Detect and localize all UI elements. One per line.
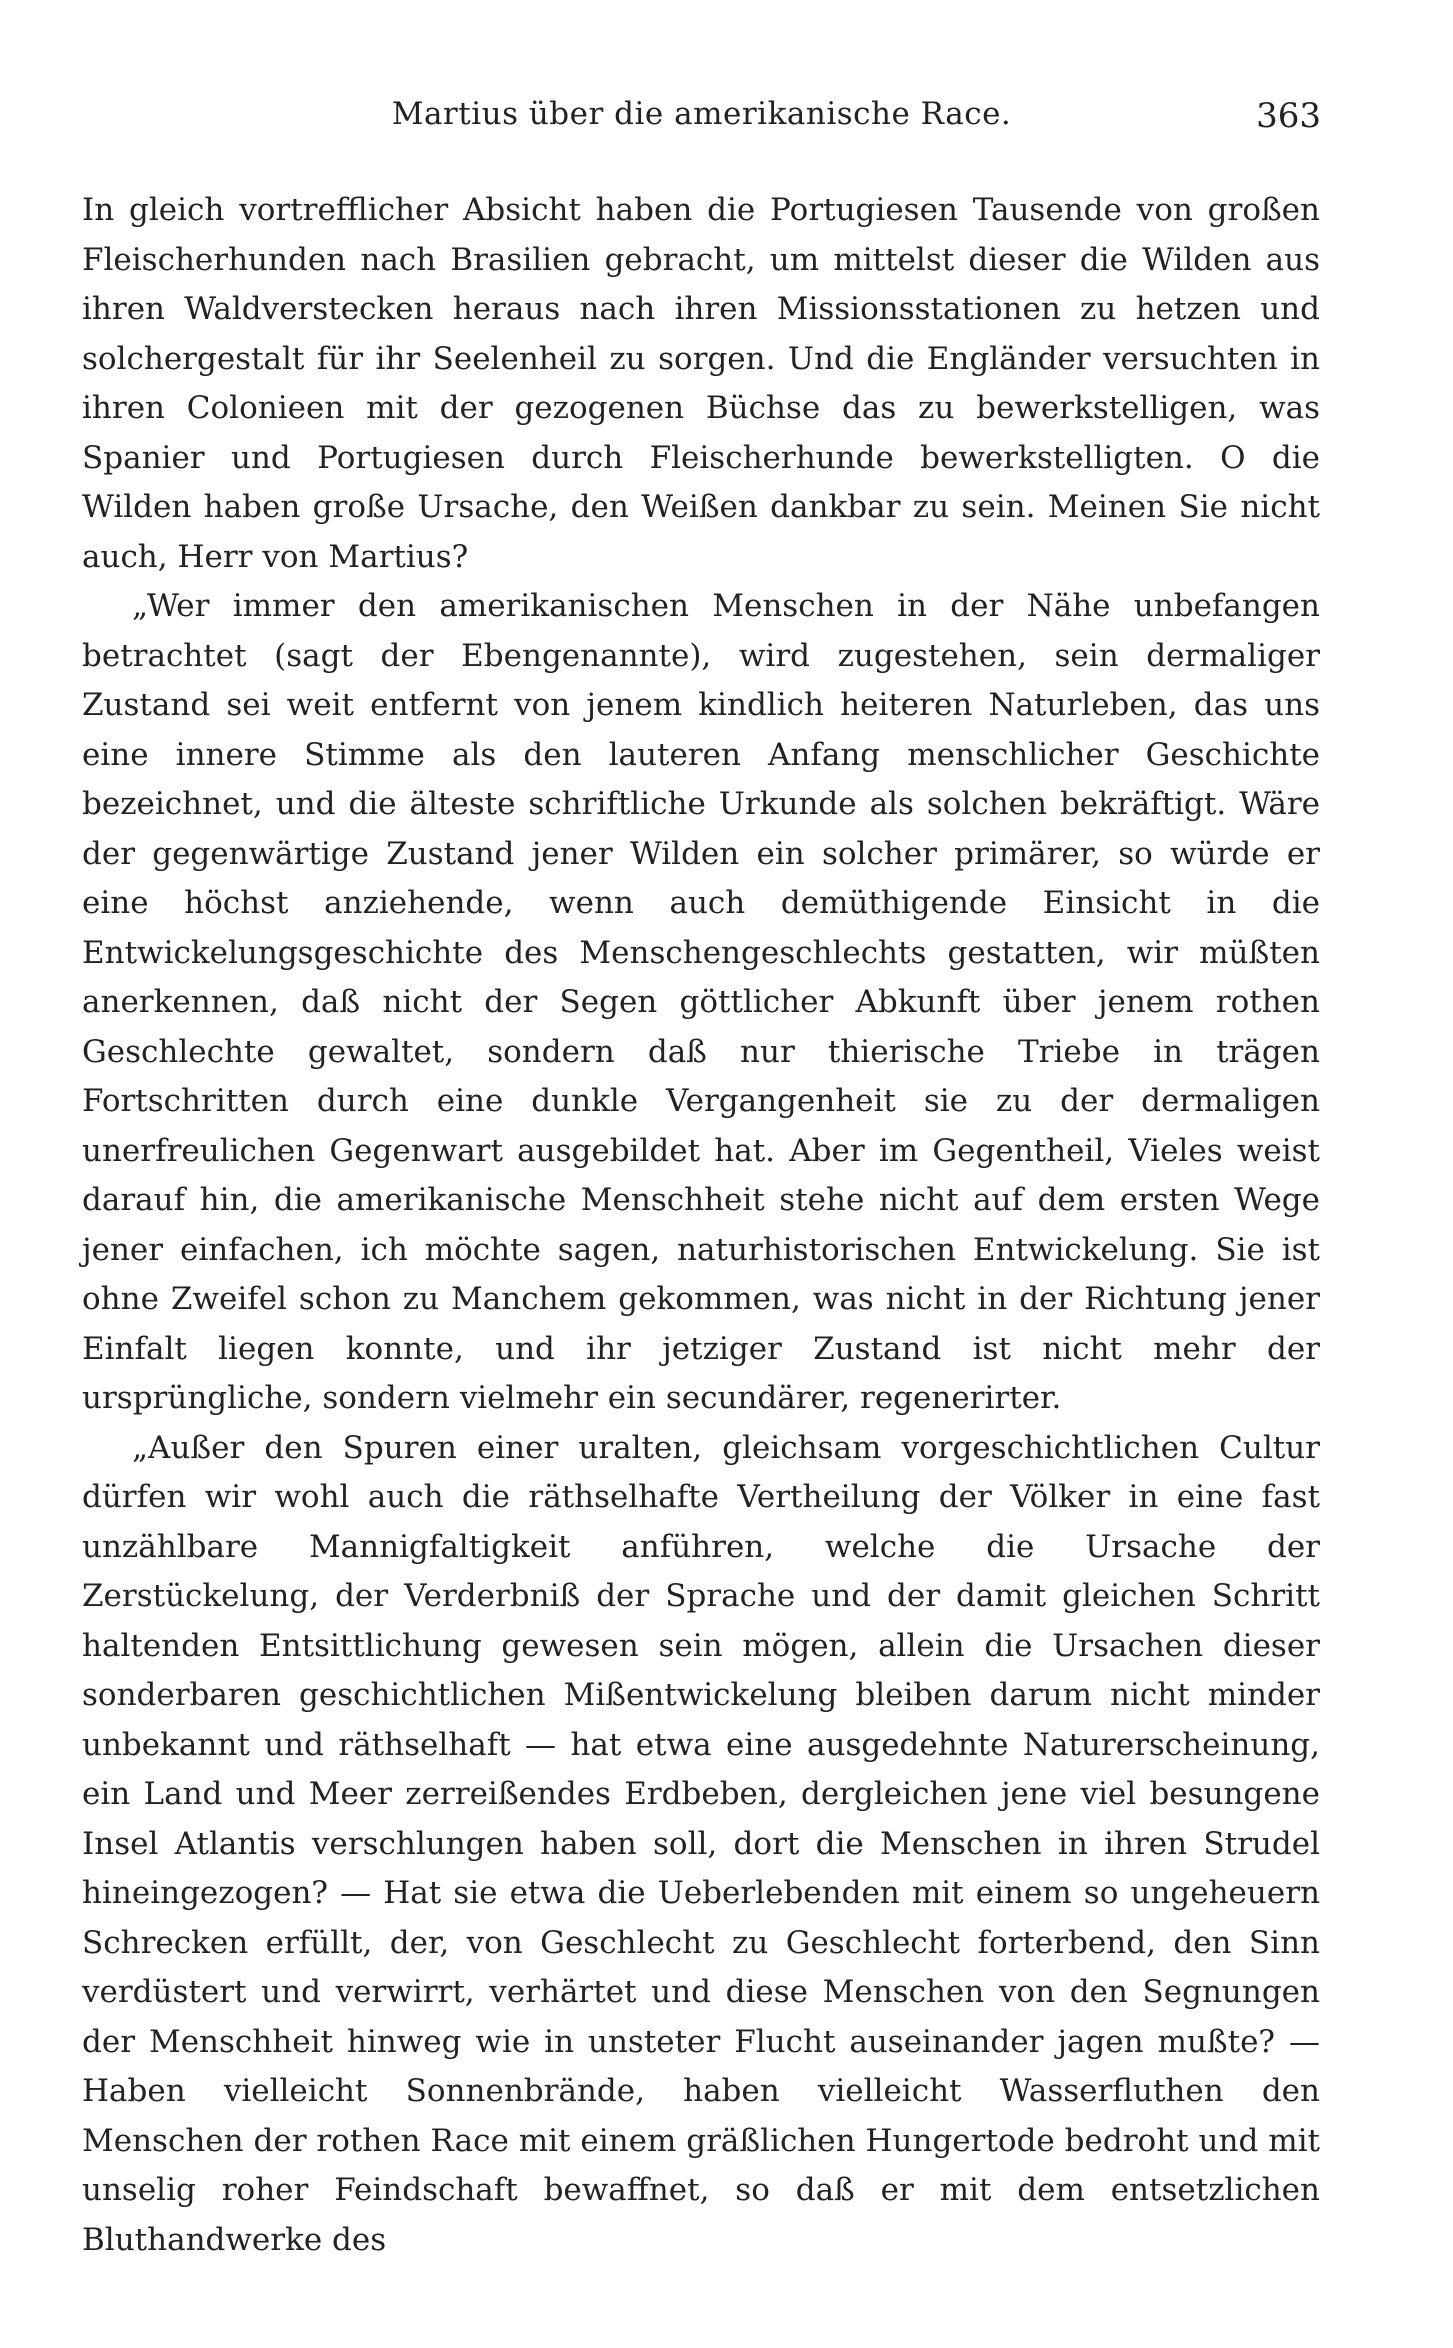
paragraph-continuation: In gleich vortrefflicher Absicht haben die Portugiesen Tausende von großen Fleischerhunden nach Brasilien gebracht, um mittelst dieser die Wilden aus ihren Waldverstecken heraus nach ihren Missionsstationen zu hetzen und solchergestalt für ihr Seelenheil zu sorgen. Und die Engländer versuchten in ihren Colonieen mit der gezogenen Büchse das zu bewerkstelligen, was Spanier und Portugiesen durch Fleischerhunde bewerkstelligten. O die Wilden haben große Ursache, den Weißen dankbar zu sein. Meinen Sie nicht auch, Herr von Martius?: [82, 192, 1320, 575]
paragraph-quote-2: „Außer den Spuren einer uralten, gleichsam vorgeschichtlichen Cultur dürfen wir wohl auch die räthselhafte Vertheilung der Völker in eine fast unzählbare Mannigfaltigkeit anführen, welche die Ursache der Zerstückelung, der Verderbniß der Sprache und der damit gleichen Schritt haltenden Entsittlichung gewesen sein mögen, allein die Ursachen dieser sonderbaren geschichtlichen Mißentwickelung bleiben darum nicht minder unbekannt und räthselhaft — hat etwa eine ausgedehnte Naturerscheinung, ein Land und Meer zerreißendes Erdbeben, dergleichen jene viel besungene Insel Atlantis verschlungen haben soll, dort die Menschen in ihren Strudel hineingezogen? — Hat sie etwa die Ueberlebenden mit einem so ungeheuern Schrecken erfüllt, der, von Geschlecht zu Geschlecht forterbend, den Sinn verdüstert und verwirrt, verhärtet und diese Menschen von den Segnungen der Menschheit hinweg wie in unsteter Flucht auseinander jagen mußte? — Haben vielleicht Sonnenbrände, haben vielleicht Wasserfluthen den Menschen der rothen Race mit einem gräßlichen Hungertode bedroht und mit unselig roher Feindschaft bewaffnet, so daß er mit dem entsetzlichen Bluthandwerke des: [82, 1429, 1320, 2258]
paragraph-quote-1: „Wer immer den amerikanischen Menschen in der Nähe unbefangen betrachtet (sagt der Ebengenannte), wird zugestehen, sein dermaliger Zustand sei weit entfernt von jenem kindlich heiteren Naturleben, das uns eine innere Stimme als den lauteren Anfang menschlicher Geschichte bezeichnet, und die älteste schriftliche Urkunde als solchen bekräftigt. Wäre der gegenwärtige Zustand jener Wilden ein solcher primärer, so würde er eine höchst anziehende, wenn auch demüthigende Einsicht in die Entwickelungsgeschichte des Menschengeschlechts gestatten, wir müßten anerkennen, daß nicht der Segen göttlicher Abkunft über jenem rothen Geschlechte gewaltet, sondern daß nur thierische Triebe in trägen Fortschritten durch eine dunkle Vergangenheit sie zu der dermaligen unerfreulichen Gegenwart ausgebildet hat. Aber im Gegentheil, Vieles weist darauf hin, die amerikanische Menschheit stehe nicht auf dem ersten Wege jener einfachen, ich möchte sagen, naturhistorischen Entwickelung. Sie ist ohne Zweifel schon zu Manchem gekommen, was nicht in der Richtung jener Einfalt liegen konnte, und ihr jetziger Zustand ist nicht mehr der ursprüngliche, sondern vielmehr ein secundärer, regenerirter.: [82, 588, 1320, 1416]
running-head-title: Martius über die amerikanische Race.: [391, 96, 1012, 132]
page-number: 363: [1256, 96, 1321, 136]
body-text: [82, 186, 1320, 2265]
running-head: [82, 96, 1321, 146]
